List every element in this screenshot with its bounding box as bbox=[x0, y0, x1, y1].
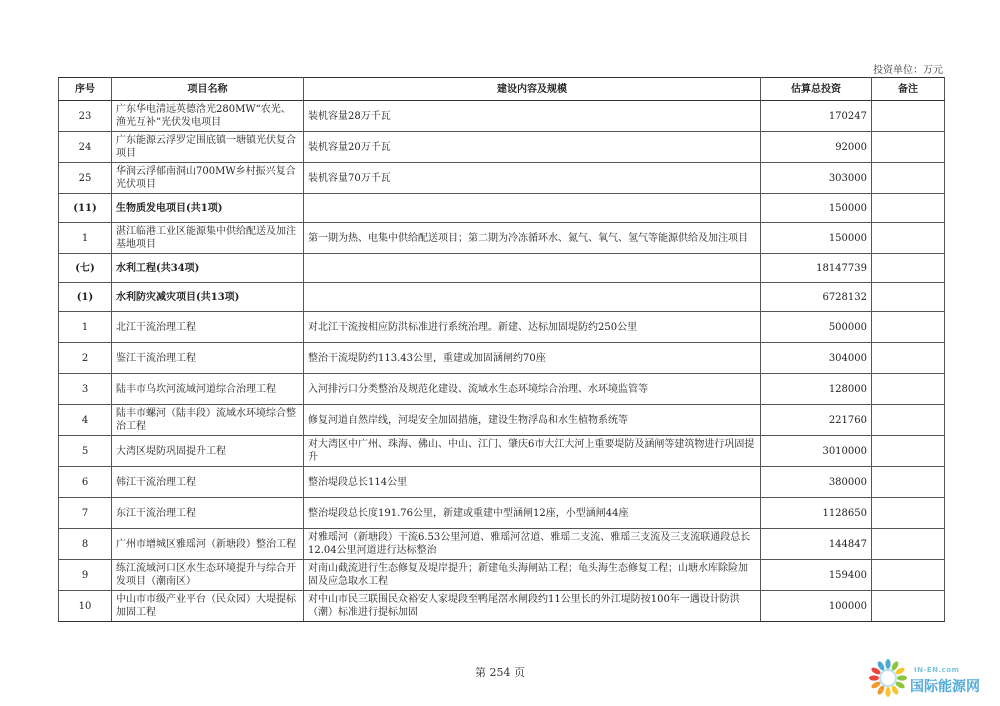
cell-estimated-investment: 150000 bbox=[761, 194, 872, 223]
cell-project-name: 陆丰市乌坎河流域河道综合治理工程 bbox=[112, 374, 304, 405]
page-number: 第 254 页 bbox=[475, 666, 525, 679]
cell-remarks bbox=[872, 312, 945, 343]
table-row bbox=[59, 529, 945, 560]
cell-project-name: 北江干流治理工程 bbox=[112, 312, 304, 343]
cell-remarks bbox=[872, 194, 945, 223]
cell-remarks bbox=[872, 163, 945, 194]
cell-remarks bbox=[872, 591, 945, 622]
cell-construction-scope: 整治堤段总长114公里 bbox=[304, 467, 761, 498]
cell-remarks bbox=[872, 560, 945, 591]
cell-project-name: 华润云浮郁南洞山700MW乡村振兴复合光伏项目 bbox=[112, 163, 304, 194]
brand-chinese: 国际能源网 bbox=[910, 679, 980, 695]
cell-estimated-investment: 128000 bbox=[761, 374, 872, 405]
table-row bbox=[59, 560, 945, 591]
cell-serial-number: (1) bbox=[59, 283, 112, 312]
cell-project-name: 广东能源云浮罗定围底镇一塘镇光伏复合项目 bbox=[112, 132, 304, 163]
table-group-row bbox=[59, 283, 945, 312]
cell-estimated-investment: 170247 bbox=[761, 101, 872, 132]
cell-serial-number: (11) bbox=[59, 194, 112, 223]
cell-project-name: 练江流域河口区水生态环境提升与综合开发项目（潮南区） bbox=[112, 560, 304, 591]
cell-remarks bbox=[872, 374, 945, 405]
table-row bbox=[59, 132, 945, 163]
cell-estimated-investment: 144847 bbox=[761, 529, 872, 560]
cell-serial-number: 24 bbox=[59, 132, 112, 163]
cell-construction-scope: 修复河道自然岸线，河堤安全加固措施，建设生物浮岛和水生植物系统等 bbox=[304, 405, 761, 436]
header-serial-number: 序号 bbox=[59, 78, 112, 101]
cell-remarks bbox=[872, 101, 945, 132]
cell-estimated-investment: 380000 bbox=[761, 467, 872, 498]
cell-construction-scope bbox=[304, 254, 761, 283]
table-row bbox=[59, 223, 945, 254]
cell-remarks bbox=[872, 343, 945, 374]
cell-construction-scope: 对北江干流按相应防洪标准进行系统治理。新建、达标加固堤防约250公里 bbox=[304, 312, 761, 343]
cell-remarks bbox=[872, 529, 945, 560]
cell-serial-number: 7 bbox=[59, 498, 112, 529]
cell-construction-scope: 对大湾区中广州、珠海、佛山、中山、江门、肇庆6市大江大河上重要堤防及涵闸等建筑物进行巩固提升 bbox=[304, 436, 761, 467]
cell-project-name: 广东华电清远英德浛光280MW“农光、渔光互补”光伏发电项目 bbox=[112, 101, 304, 132]
cell-construction-scope: 对南山截流进行生态修复及堤岸提升；新建龟头海闸站工程；龟头海生态修复工程；山塘水库除险加固及应急取水工程 bbox=[304, 560, 761, 591]
cell-project-name: 鉴江干流治理工程 bbox=[112, 343, 304, 374]
cell-serial-number: 4 bbox=[59, 405, 112, 436]
cell-estimated-investment: 100000 bbox=[761, 591, 872, 622]
cell-serial-number: 5 bbox=[59, 436, 112, 467]
cell-construction-scope: 整治干流堤防约113.43公里，重建或加固涵闸约70座 bbox=[304, 343, 761, 374]
project-budget-table bbox=[58, 77, 945, 622]
cell-project-name: 湛江临港工业区能源集中供给配送及加注基地项目 bbox=[112, 223, 304, 254]
cell-serial-number: (七) bbox=[59, 254, 112, 283]
cell-construction-scope: 对雅瑶河（新塘段）干流6.53公里河道、雅瑶河岔道、雅瑶二支流、雅瑶三支流及三支流联通段总长12.04公里河道进行达标整治 bbox=[304, 529, 761, 560]
cell-serial-number: 6 bbox=[59, 467, 112, 498]
header-estimated-investment: 估算总投资 bbox=[761, 78, 872, 101]
cell-remarks bbox=[872, 223, 945, 254]
sun-ray bbox=[869, 675, 879, 680]
cell-serial-number: 3 bbox=[59, 374, 112, 405]
sun-logo-icon bbox=[868, 658, 908, 698]
cell-project-name: 中山市市级产业平台（民众园）大堤提标加固工程 bbox=[112, 591, 304, 622]
cell-estimated-investment: 304000 bbox=[761, 343, 872, 374]
cell-serial-number: 1 bbox=[59, 223, 112, 254]
sun-ray bbox=[897, 675, 907, 680]
sun-ray bbox=[885, 687, 890, 697]
table-body bbox=[59, 101, 945, 622]
watermark-logo bbox=[862, 654, 1000, 704]
cell-serial-number: 1 bbox=[59, 312, 112, 343]
cell-project-name: 东江干流治理工程 bbox=[112, 498, 304, 529]
cell-serial-number: 2 bbox=[59, 343, 112, 374]
cell-remarks bbox=[872, 405, 945, 436]
cell-remarks bbox=[872, 283, 945, 312]
cell-estimated-investment: 18147739 bbox=[761, 254, 872, 283]
sun-ray bbox=[885, 659, 890, 669]
cell-estimated-investment: 150000 bbox=[761, 223, 872, 254]
cell-project-name: 大湾区堤防巩固提升工程 bbox=[112, 436, 304, 467]
cell-project-name: 水利防灾减灾项目(共13项) bbox=[112, 283, 304, 312]
cell-project-name: 生物质发电项目(共1项) bbox=[112, 194, 304, 223]
cell-estimated-investment: 159400 bbox=[761, 560, 872, 591]
cell-construction-scope: 装机容量20万千瓦 bbox=[304, 132, 761, 163]
cell-construction-scope: 整治堤段总长度191.76公里，新建或重建中型涵闸12座，小型涵闸44座 bbox=[304, 498, 761, 529]
cell-remarks bbox=[872, 467, 945, 498]
header-construction-scope: 建设内容及规模 bbox=[304, 78, 761, 101]
table-group-row bbox=[59, 194, 945, 223]
header-project-name: 项目名称 bbox=[112, 78, 304, 101]
investment-unit-note: 投资单位：万元 bbox=[873, 65, 943, 76]
cell-serial-number: 10 bbox=[59, 591, 112, 622]
cell-project-name: 广州市增城区雅瑶河（新塘段）整治工程 bbox=[112, 529, 304, 560]
cell-construction-scope: 入河排污口分类整治及规范化建设、流域水生态环境综合治理、水环境监管等 bbox=[304, 374, 761, 405]
cell-construction-scope: 对中山市民三联围民众裕安人家堤段至鸭尾滘水闸段约11公里长的外江堤防按100年一遇设计防洪（潮）标准进行提标加固 bbox=[304, 591, 761, 622]
cell-estimated-investment: 6728132 bbox=[761, 283, 872, 312]
cell-remarks bbox=[872, 132, 945, 163]
cell-remarks bbox=[872, 254, 945, 283]
cell-construction-scope: 装机容量28万千瓦 bbox=[304, 101, 761, 132]
cell-remarks bbox=[872, 498, 945, 529]
table-header-row bbox=[59, 78, 945, 101]
table-row bbox=[59, 405, 945, 436]
brand-english: IN-EN.com bbox=[914, 666, 960, 674]
cell-construction-scope: 第一期为热、电集中供给配送项目；第二期为冷冻循环水、氮气、氧气、氢气等能源供给及加注项目 bbox=[304, 223, 761, 254]
cell-construction-scope bbox=[304, 283, 761, 312]
table-row bbox=[59, 374, 945, 405]
cell-serial-number: 23 bbox=[59, 101, 112, 132]
cell-estimated-investment: 303000 bbox=[761, 163, 872, 194]
table-row bbox=[59, 101, 945, 132]
cell-estimated-investment: 221760 bbox=[761, 405, 872, 436]
table-row bbox=[59, 312, 945, 343]
cell-estimated-investment: 1128650 bbox=[761, 498, 872, 529]
cell-project-name: 水利工程(共34项) bbox=[112, 254, 304, 283]
header-remarks: 备注 bbox=[872, 78, 945, 101]
table-row bbox=[59, 436, 945, 467]
table-row bbox=[59, 163, 945, 194]
cell-serial-number: 8 bbox=[59, 529, 112, 560]
cell-construction-scope bbox=[304, 194, 761, 223]
table-row bbox=[59, 467, 945, 498]
table-row bbox=[59, 591, 945, 622]
cell-estimated-investment: 92000 bbox=[761, 132, 872, 163]
cell-construction-scope: 装机容量70万千瓦 bbox=[304, 163, 761, 194]
cell-project-name: 韩江干流治理工程 bbox=[112, 467, 304, 498]
cell-serial-number: 25 bbox=[59, 163, 112, 194]
cell-remarks bbox=[872, 436, 945, 467]
cell-serial-number: 9 bbox=[59, 560, 112, 591]
cell-project-name: 陆丰市螺河（陆丰段）流域水环境综合整治工程 bbox=[112, 405, 304, 436]
table-row bbox=[59, 343, 945, 374]
cell-estimated-investment: 500000 bbox=[761, 312, 872, 343]
table-row bbox=[59, 498, 945, 529]
table-group-row bbox=[59, 254, 945, 283]
cell-estimated-investment: 3010000 bbox=[761, 436, 872, 467]
